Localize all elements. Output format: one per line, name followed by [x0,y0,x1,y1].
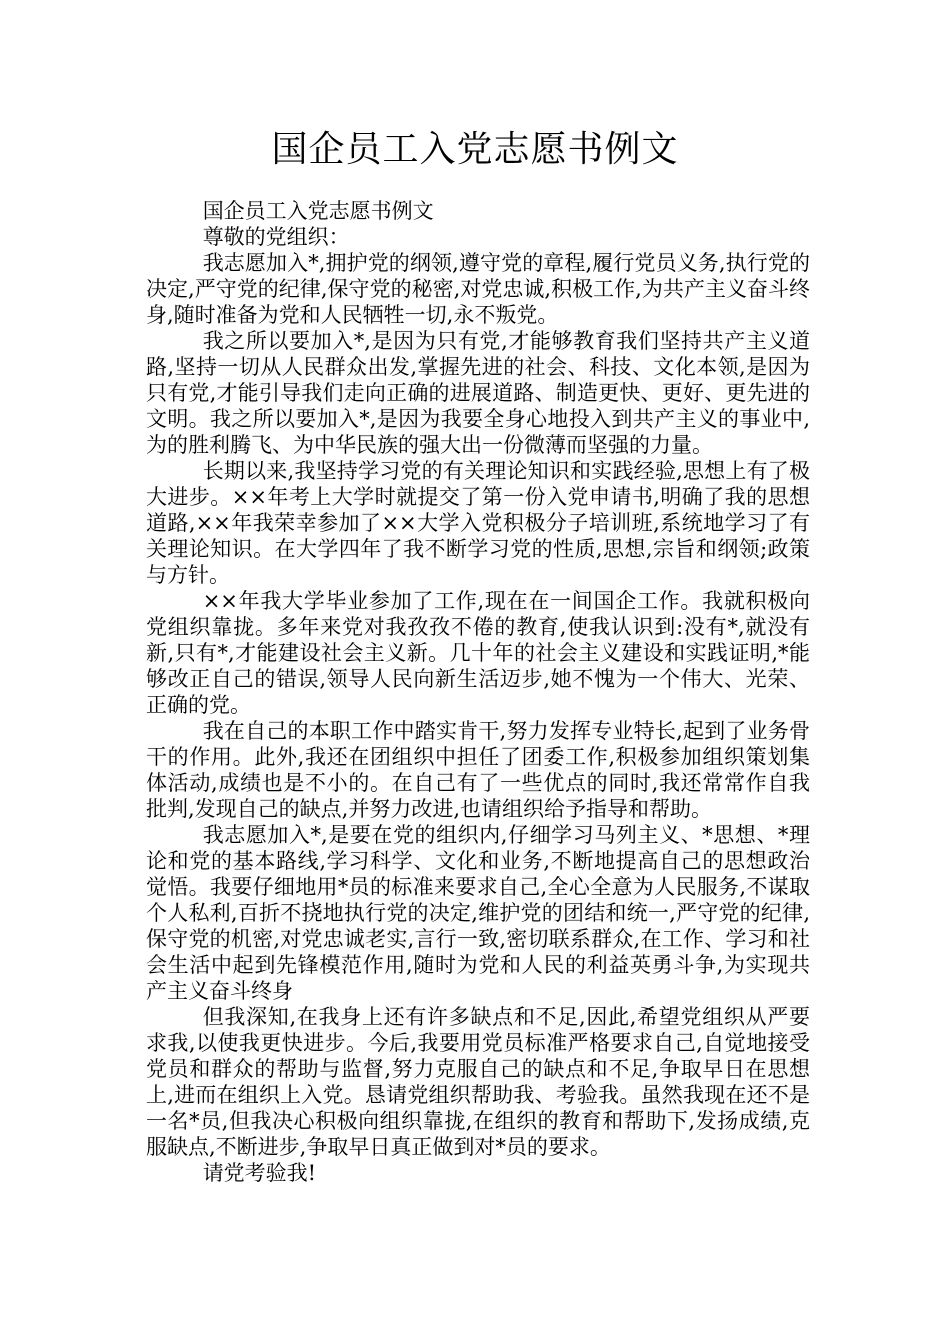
paragraph-5: 我在自己的本职工作中踏实肯干,努力发挥专业特长,起到了业务骨干的作用。此外,我还在团组织中担任了团委工作,积极参加组织策划集体活动,成绩也是不小的。在自己有了一些优点的同时,我还常常作自我批判,发现自己的缺点,并努力改进,也请组织给予指导和帮助。 [146,719,810,821]
paragraph-2: 我之所以要加入*,是因为只有党,才能够教育我们坚持共产主义道路,坚持一切从人民群众出发,掌握先进的社会、科技、文化本领,是因为只有党,才能引导我们走向正确的进展道路、制造更快、更好、更先进的文明。我之所以要加入*,是因为我要全身心地投入到共产主义的事业中,为的胜利腾飞、为中华民族的强大出一份微薄而坚强的力量。 [146,329,810,457]
paragraph-4: ××年我大学毕业参加了工作,现在在一间国企工作。我就积极向党组织靠拢。多年来党对我孜孜不倦的教育,使我认识到:没有*,就没有新,只有*,才能建设社会主义新。几十年的社会主义建设和实践证明,*能够改正自己的错误,领导人民向新生活迈步,她不愧为一个伟大、光荣、正确的党。 [146,589,810,717]
paragraph-3: 长期以来,我坚持学习党的有关理论知识和实践经验,思想上有了极大进步。××年考上大学时就提交了第一份入党申请书,明确了我的思想道路,××年我荣幸参加了××大学入党积极分子培训班,系统地学习了有关理论知识。在大学四年了我不断学习党的性质,思想,宗旨和纲领;政策与方针。 [146,459,810,587]
paragraph-7: 但我深知,在我身上还有许多缺点和不足,因此,希望党组织从严要求我,以使我更快进步。今后,我要用党员标准严格要求自己,自觉地接受党员和群众的帮助与监督,努力克服自己的缺点和不足,争取早日在思想上,进而在组织上入党。恳请党组织帮助我、考验我。虽然我现在还不是一名*员,但我决心积极向组织靠拢,在组织的教育和帮助下,发扬成绩,克服缺点,不断进步,争取早日真正做到对*员的要求。 [146,1005,810,1159]
document-body [146,198,810,1186]
paragraph-salutation: 尊敬的党组织： [202,225,350,249]
document-title: 国企员工入党志愿书例文 [271,129,679,170]
paragraph-6: 我志愿加入*,是要在党的组织内,仔细学习马列主义、*思想、*理论和党的基本路线,学习科学、文化和业务,不断地提高自己的思想政治觉悟。我要仔细地用*员的标准来要求自己,全心全意为人民服务,不谋取个人私利,百折不挠地执行党的决定,维护党的团结和统一,严守党的纪律,保守党的机密,对党忠诚老实,言行一致,密切联系群众,在工作、学习和社会生活中起到先锋模范作用,随时为党和人民的利益英勇斗争,为实现共产主义奋斗终身 [146,823,810,1003]
paragraph-closing: 请党考验我! [202,1161,317,1185]
paragraph-1: 我志愿加入*,拥护党的纲领,遵守党的章程,履行党员义务,执行党的决定,严守党的纪律,保守党的秘密,对党忠诚,积极工作,为共产主义奋斗终身,随时准备为党和人民牺牲一切,永不叛党。 [146,251,810,327]
paragraph-heading-repeat: 国企员工入党志愿书例文 [202,199,434,223]
